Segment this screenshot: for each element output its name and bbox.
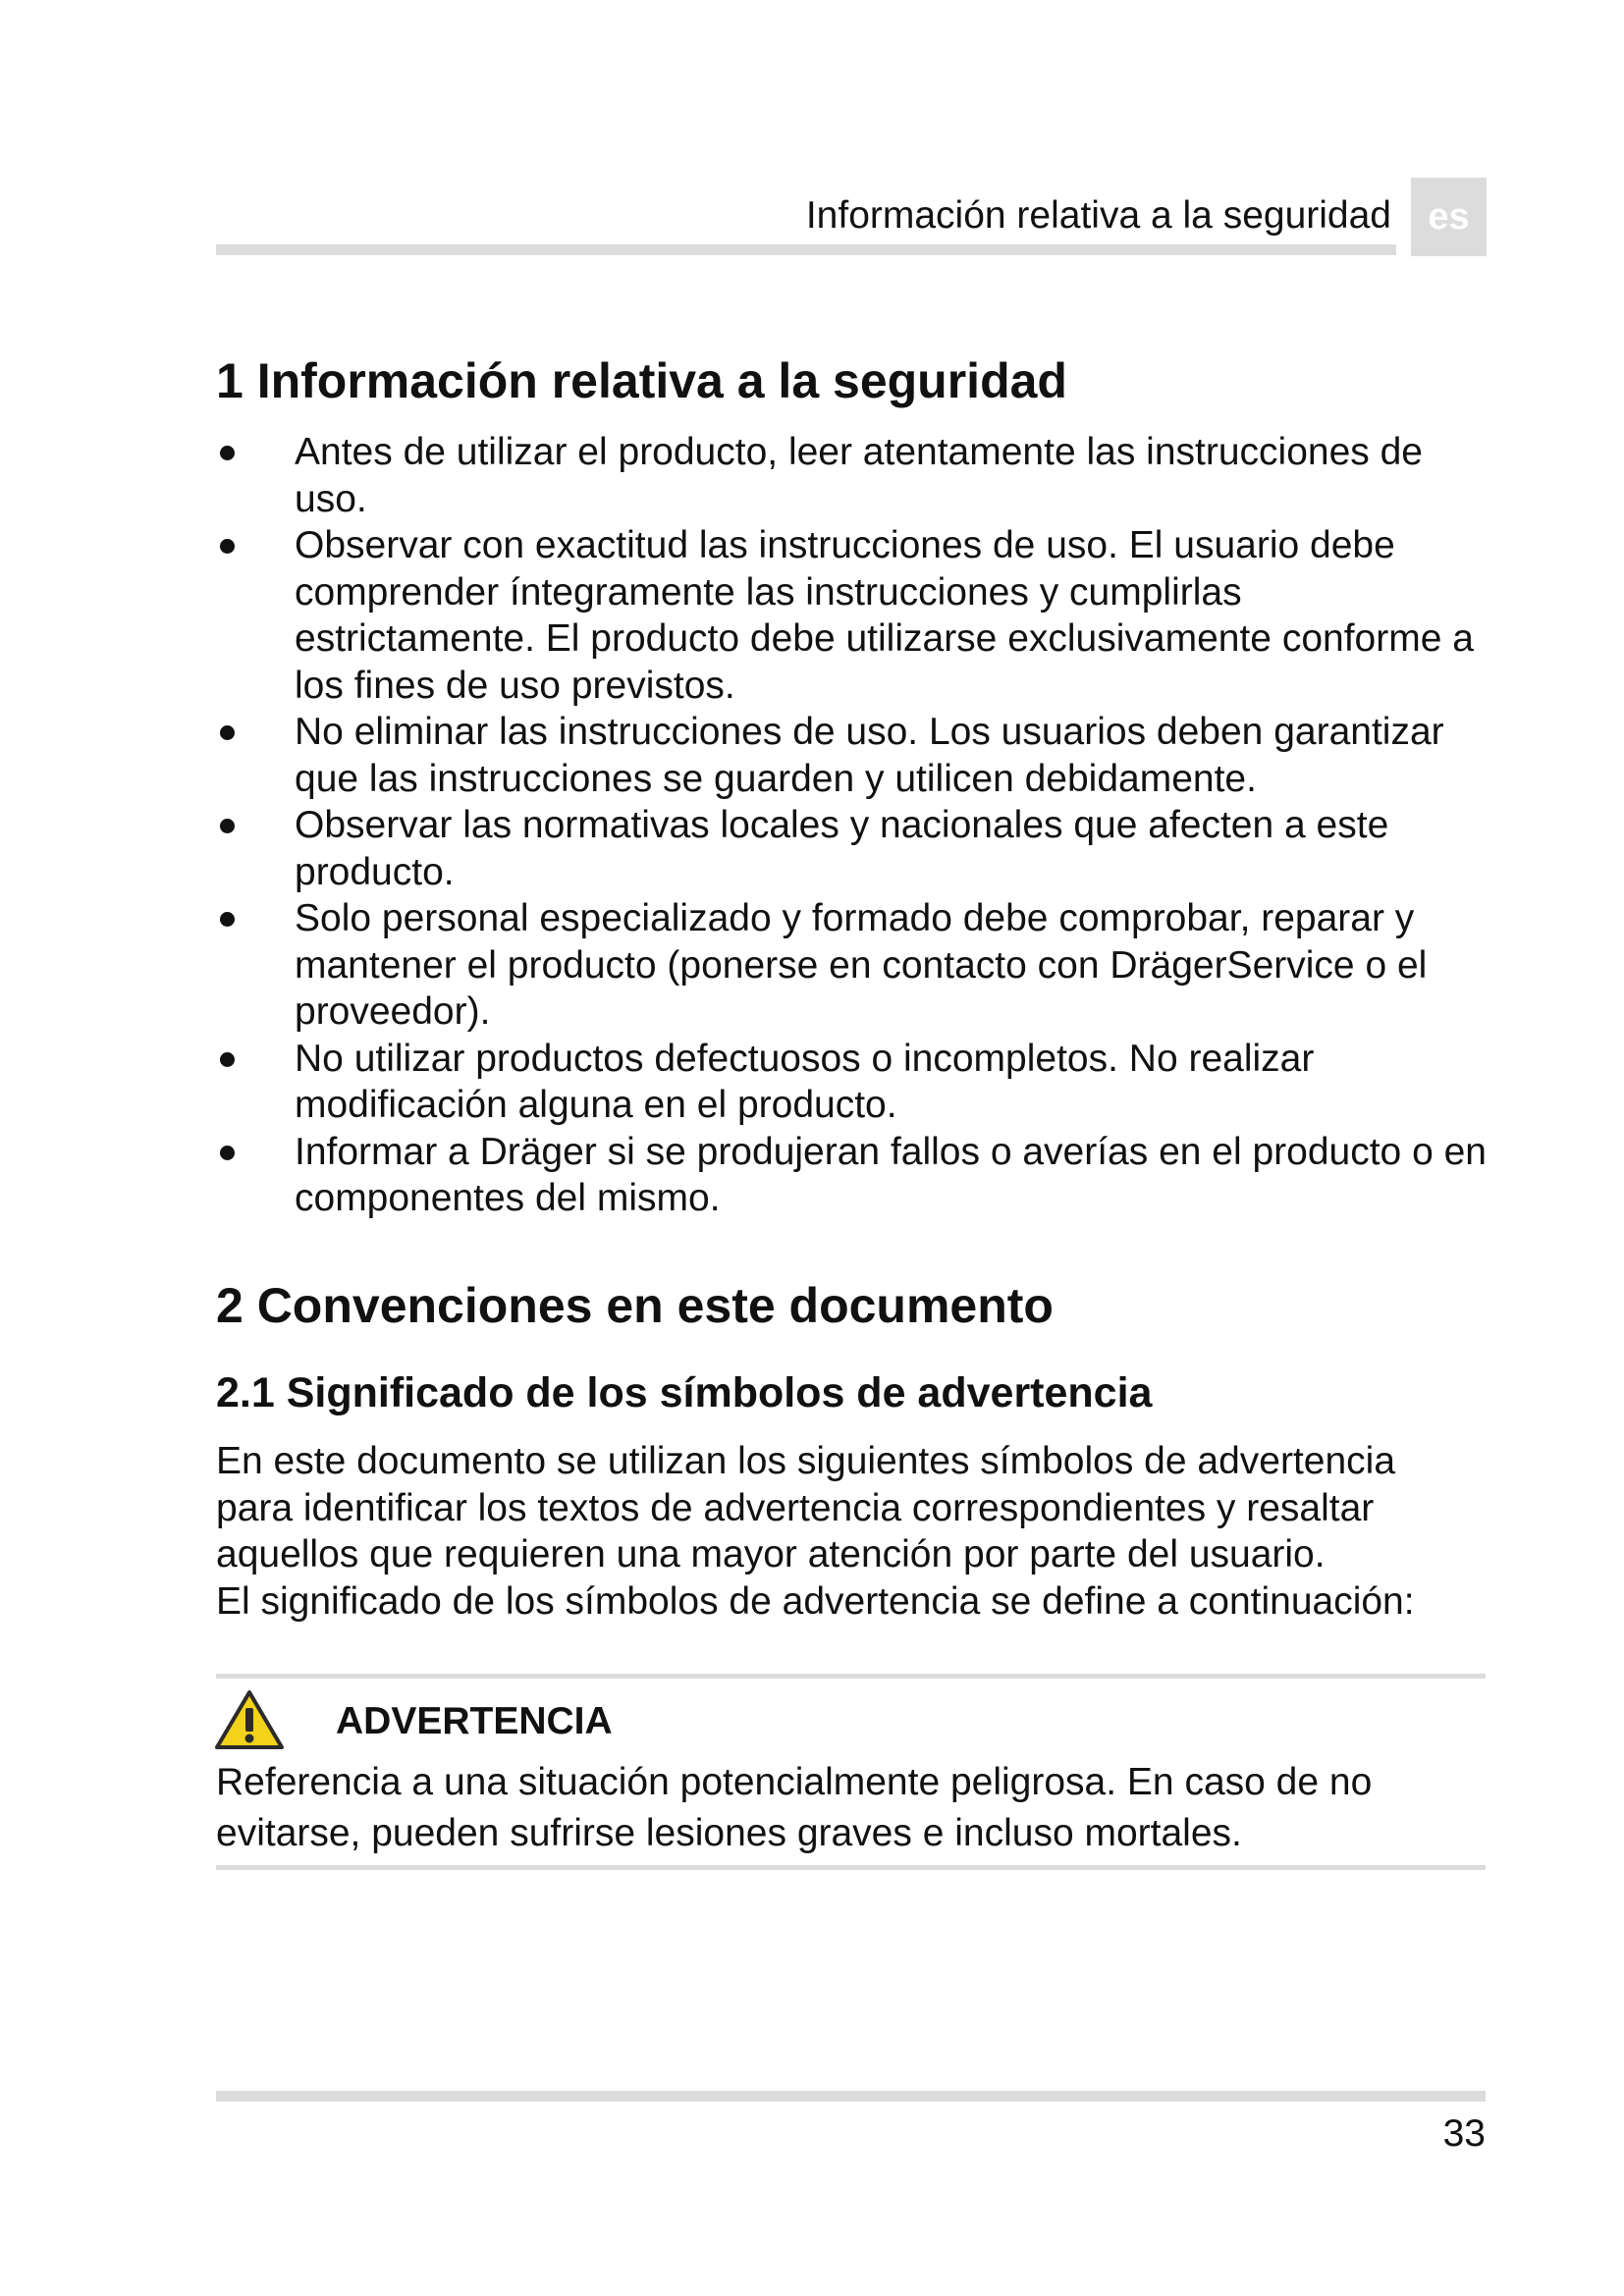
warning-title: ADVERTENCIA	[336, 1700, 613, 1742]
paragraph-line: para identificar los textos de advertencia correspondientes y resaltar	[216, 1486, 1375, 1529]
warning-rule-top	[216, 1674, 1486, 1679]
bullet-icon	[220, 1146, 235, 1160]
list-item-text: Observar con exactitud las instrucciones de uso. El usuario debe comprender íntegramente las instrucciones y cumplirlas estrictamente. El producto debe utilizarse exclusivamente conforme a los fines de uso previstos.	[295, 524, 1474, 707]
list-item	[212, 522, 1489, 709]
language-tab: es	[1411, 178, 1487, 256]
list-item	[212, 1129, 1489, 1222]
section-heading-conventions: 2 Convenciones en este documento	[216, 1278, 1054, 1333]
header-rule	[216, 244, 1396, 255]
list-item	[212, 429, 1489, 522]
list-item	[212, 1036, 1489, 1129]
list-item-text: Observar las normativas locales y nacionales que afecten a este producto.	[295, 804, 1389, 893]
bullet-icon	[220, 539, 235, 554]
page-number: 33	[1442, 2112, 1486, 2155]
bullet-icon	[220, 819, 235, 833]
warning-rule-bottom	[216, 1865, 1486, 1870]
safety-bullet-list	[212, 429, 1489, 1222]
list-item-text: Solo personal especializado y formado debe comprobar, reparar y mantener el producto (ponerse en contacto con DrägerService o el proveedor).	[295, 897, 1428, 1033]
list-item	[212, 802, 1489, 895]
bullet-icon	[220, 1052, 235, 1067]
bullet-icon	[220, 912, 235, 927]
list-item-text: Informar a Dräger si se produjeran fallos o averías en el producto o en componentes del mismo.	[295, 1130, 1487, 1219]
subsection-heading-warning-symbols: 2.1 Significado de los símbolos de advertencia	[216, 1369, 1153, 1416]
paragraph-line: El significado de los símbolos de advertencia se define a continuación:	[216, 1579, 1415, 1623]
list-item	[212, 895, 1489, 1036]
warning-text: Referencia a una situación potencialmente peligrosa. En caso de no evitarse, pueden sufrirse lesiones graves e incluso mortales.	[216, 1761, 1373, 1854]
warning-triangle-icon	[214, 1688, 285, 1751]
paragraph-line: En este documento se utilizan los siguientes símbolos de advertencia	[216, 1440, 1396, 1482]
footer-rule	[216, 2091, 1486, 2102]
bullet-icon	[220, 446, 235, 460]
section-heading-safety: 1 Información relativa a la seguridad	[216, 353, 1067, 408]
list-item	[212, 709, 1489, 802]
intro-paragraph	[216, 1438, 1502, 1625]
list-item-text: No utilizar productos defectuosos o incompletos. No realizar modificación alguna en el producto.	[295, 1037, 1315, 1126]
list-item-text: No eliminar las instrucciones de uso. Los usuarios deben garantizar que las instrucciones se guarden y utilicen debidamente.	[295, 711, 1444, 800]
bullet-icon	[220, 725, 235, 740]
list-item-text: Antes de utilizar el producto, leer atentamente las instrucciones de uso.	[295, 431, 1423, 520]
running-header-title: Información relativa a la seguridad	[805, 194, 1391, 237]
paragraph-line: aquellos que requieren una mayor atención por parte del usuario.	[216, 1533, 1326, 1575]
